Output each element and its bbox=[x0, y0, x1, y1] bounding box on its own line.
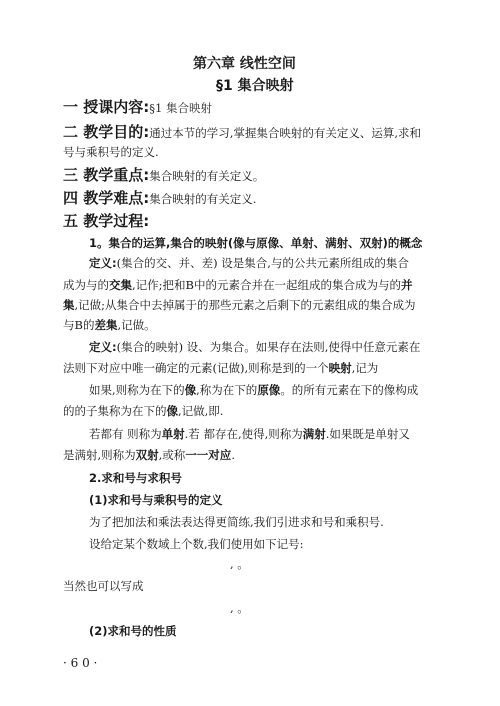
text: 法则下对应中唯一确定的元素(记做),则称是到的一个 bbox=[63, 361, 329, 375]
def-mapping-line6 bbox=[63, 448, 235, 463]
heading-process-label: 五 教学过程: bbox=[63, 212, 150, 230]
text: ,或称 bbox=[158, 448, 186, 462]
heading-difficulty-label: 四 教学难点: bbox=[63, 189, 150, 207]
heading-difficulty bbox=[63, 191, 256, 207]
chapter-title: 第六章 线性空间 bbox=[193, 56, 296, 72]
paragraph-alt-form: 当然也可以写成 bbox=[63, 579, 144, 593]
text: ,记做。 bbox=[117, 318, 156, 332]
text: .若 都存在,使得,则称为 bbox=[184, 427, 303, 441]
text: ,记做,即. bbox=[178, 404, 224, 418]
text: . bbox=[231, 448, 235, 462]
term-union: 并 bbox=[400, 278, 413, 292]
text: 与B的 bbox=[63, 318, 95, 332]
term-preimage: 原像 bbox=[257, 383, 281, 397]
def-mapping-line1 bbox=[89, 340, 420, 355]
term-mapping: 映射 bbox=[328, 361, 352, 375]
def-mapping-line2 bbox=[63, 361, 378, 376]
heading-content-text: §1 集合映射 bbox=[149, 101, 212, 115]
page-number: · 6 0 · bbox=[63, 656, 98, 670]
heading-goal-cont: 号与乘积号的定义. bbox=[63, 145, 159, 159]
heading-focus bbox=[63, 168, 264, 184]
text: ,记作;把和B中的元素合并在一起组成的集合成为与的 bbox=[132, 278, 401, 292]
def-set-ops-line1 bbox=[89, 256, 409, 271]
def-set-ops-line4 bbox=[63, 318, 156, 333]
formula-2: , 。 bbox=[230, 601, 249, 615]
item-1-heading: 1。集合的运算,集合的映射(像与原像、单射、满射、双射)的概念 bbox=[89, 236, 423, 250]
term-injective: 单射 bbox=[161, 427, 185, 441]
def-mapping-line4 bbox=[63, 404, 223, 419]
text: .如果既是单射又 bbox=[325, 427, 410, 441]
term-bijective: 双射 bbox=[135, 448, 159, 462]
heading-difficulty-text: 集合映射的有关定义. bbox=[149, 192, 257, 206]
heading-content-label: 一 授课内容: bbox=[63, 98, 150, 116]
paragraph-notation: 设给定某个数域上个数,我们使用如下记号: bbox=[89, 537, 304, 551]
item-2-heading: 2.求和号与求积号 bbox=[89, 471, 182, 485]
subheading-sum-properties: (2)求和号的性质 bbox=[89, 624, 177, 638]
term-one-to-one: 一一对应 bbox=[185, 448, 232, 462]
text: 成为与的 bbox=[63, 278, 109, 292]
section-title: §1 集合映射 bbox=[216, 78, 294, 94]
def-label: 定义: bbox=[89, 340, 117, 354]
text: 的的子集称为在下的 bbox=[63, 404, 167, 418]
def-mapping-line5 bbox=[89, 427, 410, 442]
formula-1: , 。 bbox=[230, 557, 249, 571]
heading-focus-label: 三 教学重点: bbox=[63, 166, 150, 184]
def-set-ops-line2 bbox=[63, 278, 412, 293]
heading-goal-label: 二 教学目的: bbox=[63, 123, 150, 141]
heading-goal bbox=[63, 125, 421, 141]
def-text: (集合的映射) 设、为集合。如果存在法则,使得中任意元素在 bbox=[116, 340, 421, 354]
term-image: 像 bbox=[184, 383, 197, 397]
def-set-ops-line3 bbox=[63, 298, 416, 313]
subheading-sum-product-def: (1)求和号与乘积号的定义 bbox=[89, 493, 223, 507]
heading-process bbox=[63, 214, 149, 230]
term-surjective: 满射 bbox=[302, 427, 326, 441]
text: 。的所有元素在下的像构成 bbox=[280, 383, 419, 397]
text: ,记做;从集合中去掉属于的那些元素之后剩下的元素组成的集合成为 bbox=[74, 298, 416, 312]
text: ,记为 bbox=[351, 361, 379, 375]
term-image-set: 像 bbox=[166, 404, 178, 418]
def-label: 定义: bbox=[89, 256, 117, 270]
term-intersection: 交集 bbox=[109, 278, 132, 292]
def-text: (集合的交、并、差) 设是集合,与的公共元素所组成的集合 bbox=[116, 256, 409, 270]
def-mapping-line3 bbox=[89, 383, 418, 398]
text: 若都有 则称为 bbox=[89, 427, 162, 441]
text: 是满射,则称为 bbox=[63, 448, 136, 462]
paragraph-sum-intro: 为了把加法和乘法表达得更简练,我们引进求和号和乘积号. bbox=[89, 515, 384, 529]
text: ,称为在下的 bbox=[196, 383, 258, 397]
term-union-cont: 集 bbox=[63, 298, 75, 312]
term-difference: 差集 bbox=[94, 318, 118, 332]
heading-focus-text: 集合映射的有关定义。 bbox=[149, 169, 265, 183]
text: 如果,则称为在下的 bbox=[89, 383, 185, 397]
heading-content bbox=[63, 100, 212, 116]
heading-goal-text: 通过本节的学习,掌握集合映射的有关定义、运算,求和 bbox=[149, 126, 422, 140]
